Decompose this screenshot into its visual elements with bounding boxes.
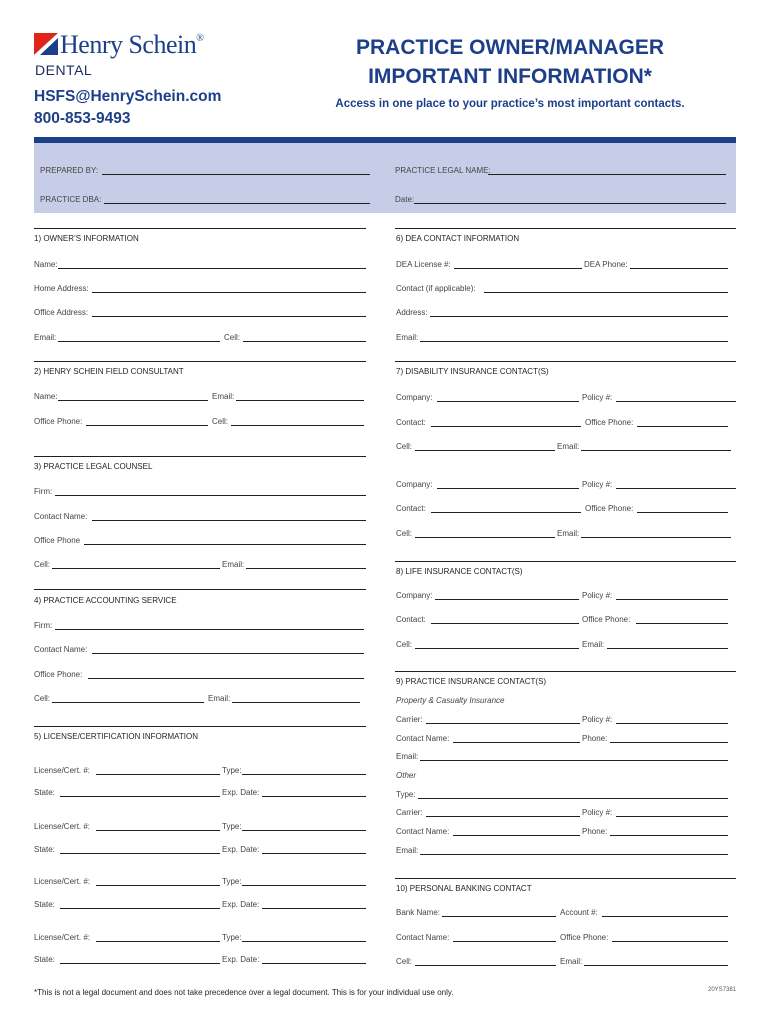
disability-contact-2-label: Contact: xyxy=(396,504,426,513)
banking-cell-label: Cell: xyxy=(396,957,413,966)
counsel-rule xyxy=(34,456,366,457)
license-2-label: License/Cert. #: xyxy=(34,822,91,831)
dba-field[interactable] xyxy=(104,203,370,204)
life-company-label: Company: xyxy=(396,591,433,600)
insurance-policy-2-label: Policy #: xyxy=(582,808,613,817)
disability-email-1-field[interactable] xyxy=(581,450,731,451)
page-title-line1: PRACTICE OWNER/MANAGER xyxy=(356,36,664,59)
accounting-cell-label: Cell: xyxy=(34,694,51,703)
disability-contact-2-field[interactable] xyxy=(431,512,581,513)
consultant-name-field[interactable] xyxy=(58,400,208,401)
license-3-field[interactable] xyxy=(96,885,220,886)
dea-address-field[interactable] xyxy=(430,316,728,317)
license-1-type-field[interactable] xyxy=(242,774,366,775)
accounting-office-label: Office Phone: xyxy=(34,670,83,679)
disability-policy-1-field[interactable] xyxy=(616,401,736,402)
disability-contact-1-field[interactable] xyxy=(431,426,581,427)
license-1-exp-label: Exp. Date: xyxy=(222,788,260,797)
owner-cell-label: Cell: xyxy=(224,333,241,342)
life-office-field[interactable] xyxy=(636,623,728,624)
owner-home-label: Home Address: xyxy=(34,284,89,293)
henry-schein-flag-icon xyxy=(34,33,58,55)
page-title-line2: IMPORTANT INFORMATION* xyxy=(368,65,652,88)
counsel-email-field[interactable] xyxy=(246,568,366,569)
disability-office-1-field[interactable] xyxy=(637,426,728,427)
insurance-carrier-1-field[interactable] xyxy=(426,723,580,724)
insurance-policy-1-field[interactable] xyxy=(616,723,728,724)
disability-email-2-field[interactable] xyxy=(581,537,731,538)
contact-phone: 800-853-9493 xyxy=(34,110,131,127)
accounting-title: 4) PRACTICE ACCOUNTING SERVICE xyxy=(34,596,177,605)
brand-logo: Henry Schein® xyxy=(60,30,204,59)
dea-email-field[interactable] xyxy=(420,341,728,342)
insurance-contact-2-field[interactable] xyxy=(453,835,580,836)
license-4-exp-label: Exp. Date: xyxy=(222,955,260,964)
life-office-label: Office Phone: xyxy=(582,615,631,624)
counsel-cell-field[interactable] xyxy=(52,568,220,569)
banking-office-label: Office Phone: xyxy=(560,933,609,942)
license-4-state-label: State: xyxy=(34,955,55,964)
life-policy-label: Policy #: xyxy=(582,591,613,600)
license-rule xyxy=(34,726,366,727)
disability-policy-2-field[interactable] xyxy=(616,488,736,489)
accounting-contact-field[interactable] xyxy=(92,653,364,654)
license-3-exp-label: Exp. Date: xyxy=(222,900,260,909)
banking-account-label: Account #: xyxy=(560,908,598,917)
accounting-cell-field[interactable] xyxy=(52,702,204,703)
consultant-office-label: Office Phone: xyxy=(34,417,83,426)
counsel-office-label: Office Phone xyxy=(34,536,81,545)
dea-contact-label: Contact (if applicable): xyxy=(396,284,476,293)
life-contact-label: Contact: xyxy=(396,615,426,624)
form-code: 20YS7381 xyxy=(708,987,737,993)
life-email-field[interactable] xyxy=(607,648,728,649)
counsel-contact-field[interactable] xyxy=(92,520,366,521)
counsel-email-label: Email: xyxy=(222,560,245,569)
counsel-firm-label: Firm: xyxy=(34,487,53,496)
insurance-type-label: Type: xyxy=(396,790,416,799)
disability-cell-2-field[interactable] xyxy=(415,537,555,538)
insurance-policy-2-field[interactable] xyxy=(616,816,728,817)
license-4-state-field[interactable] xyxy=(60,963,220,964)
disability-company-2-field[interactable] xyxy=(437,488,579,489)
accounting-rule xyxy=(34,589,366,590)
license-3-type-field[interactable] xyxy=(242,885,366,886)
banking-cell-field[interactable] xyxy=(415,965,556,966)
license-title: 5) LICENSE/CERTIFICATION INFORMATION xyxy=(34,732,199,741)
insurance-title: 9) PRACTICE INSURANCE CONTACT(S) xyxy=(396,677,547,686)
brand-division: DENTAL xyxy=(35,62,93,78)
insurance-carrier-2-label: Carrier: xyxy=(396,808,423,817)
banking-email-field[interactable] xyxy=(584,965,728,966)
dea-phone-label: DEA Phone: xyxy=(584,260,628,269)
owner-name-label: Name: xyxy=(34,260,58,269)
footnote: *This is not a legal document and does not take precedence over a legal document. This is for your individual use only. xyxy=(34,988,454,997)
life-rule xyxy=(395,561,736,562)
dea-email-label: Email: xyxy=(396,333,419,342)
license-1-label: License/Cert. #: xyxy=(34,766,91,775)
insurance-phone-2-label: Phone: xyxy=(582,827,608,836)
disability-company-2-label: Company: xyxy=(396,480,433,489)
dea-title: 6) DEA CONTACT INFORMATION xyxy=(396,234,520,243)
life-cell-field[interactable] xyxy=(415,648,579,649)
dea-license-field[interactable] xyxy=(454,268,582,269)
insurance-other-heading: Other xyxy=(396,771,417,780)
disability-contact-1-label: Contact: xyxy=(396,418,426,427)
disability-office-2-label: Office Phone: xyxy=(585,504,634,513)
counsel-cell-label: Cell: xyxy=(34,560,51,569)
owner-office-field[interactable] xyxy=(92,316,366,317)
counsel-office-field[interactable] xyxy=(84,544,366,545)
banking-title: 10) PERSONAL BANKING CONTACT xyxy=(396,884,532,893)
life-company-field[interactable] xyxy=(435,599,579,600)
prepared-by-field[interactable] xyxy=(102,174,370,175)
insurance-policy-1-label: Policy #: xyxy=(582,715,613,724)
dea-phone-field[interactable] xyxy=(630,268,728,269)
disability-title: 7) DISABILITY INSURANCE CONTACT(S) xyxy=(396,367,549,376)
disability-email-2-label: Email: xyxy=(557,529,580,538)
license-3-state-field[interactable] xyxy=(60,908,220,909)
insurance-carrier-1-label: Carrier: xyxy=(396,715,423,724)
insurance-email-1-label: Email: xyxy=(396,752,419,761)
counsel-firm-field[interactable] xyxy=(55,495,366,496)
insurance-contact-1-label: Contact Name: xyxy=(396,734,450,743)
date-label: Date: xyxy=(395,195,415,204)
owner-office-label: Office Address: xyxy=(34,308,89,317)
license-2-exp-label: Exp. Date: xyxy=(222,845,260,854)
license-3-exp-field[interactable] xyxy=(262,908,366,909)
insurance-carrier-2-field[interactable] xyxy=(426,816,580,817)
disability-policy-2-label: Policy #: xyxy=(582,480,613,489)
dea-contact-field[interactable] xyxy=(484,292,728,293)
legal-name-field[interactable] xyxy=(488,174,726,175)
insurance-contact-1-field[interactable] xyxy=(453,742,580,743)
license-1-state-label: State: xyxy=(34,788,55,797)
consultant-office-field[interactable] xyxy=(86,425,208,426)
consultant-email-label: Email: xyxy=(212,392,235,401)
license-4-type-field[interactable] xyxy=(242,941,366,942)
life-policy-field[interactable] xyxy=(616,599,728,600)
accounting-email-field[interactable] xyxy=(232,702,360,703)
license-1-exp-field[interactable] xyxy=(262,796,366,797)
insurance-rule xyxy=(395,671,736,672)
license-2-state-label: State: xyxy=(34,845,55,854)
consultant-title: 2) HENRY SCHEIN FIELD CONSULTANT xyxy=(34,367,184,376)
license-2-type-field[interactable] xyxy=(242,830,366,831)
owner-email-field[interactable] xyxy=(58,341,220,342)
date-field[interactable] xyxy=(414,203,726,204)
license-2-exp-field[interactable] xyxy=(262,853,366,854)
license-2-type-label: Type: xyxy=(222,822,242,831)
insurance-type-field[interactable] xyxy=(418,798,728,799)
banking-office-field[interactable] xyxy=(612,941,728,942)
banking-contact-field[interactable] xyxy=(453,941,556,942)
disability-cell-1-label: Cell: xyxy=(396,442,413,451)
dea-address-label: Address: xyxy=(396,308,428,317)
insurance-contact-2-label: Contact Name: xyxy=(396,827,450,836)
banking-contact-label: Contact Name: xyxy=(396,933,450,942)
page-subtitle: Access in one place to your practice’s most important contacts. xyxy=(335,98,685,110)
insurance-email-2-field[interactable] xyxy=(420,854,728,855)
banking-rule xyxy=(395,878,736,879)
owner-home-field[interactable] xyxy=(92,292,366,293)
dba-label: PRACTICE DBA: xyxy=(40,195,102,204)
accounting-contact-label: Contact Name: xyxy=(34,645,88,654)
life-email-label: Email: xyxy=(582,640,605,649)
contact-email: HSFS@HenrySchein.com xyxy=(34,88,222,105)
consultant-name-label: Name: xyxy=(34,392,58,401)
license-2-field[interactable] xyxy=(96,830,220,831)
license-2-state-field[interactable] xyxy=(60,853,220,854)
disability-policy-1-label: Policy #: xyxy=(582,393,613,402)
disability-rule xyxy=(395,361,736,362)
accounting-email-label: Email: xyxy=(208,694,231,703)
insurance-pc-heading: Property & Casualty Insurance xyxy=(396,696,505,705)
disability-office-2-field[interactable] xyxy=(637,512,728,513)
license-4-label: License/Cert. #: xyxy=(34,933,91,942)
banking-bank-label: Bank Name: xyxy=(396,908,441,917)
owner-email-label: Email: xyxy=(34,333,57,342)
prepared-by-label: PREPARED BY: xyxy=(40,166,99,175)
disability-cell-2-label: Cell: xyxy=(396,529,413,538)
owner-name-field[interactable] xyxy=(58,268,366,269)
license-3-state-label: State: xyxy=(34,900,55,909)
banking-account-field[interactable] xyxy=(602,916,728,917)
license-4-field[interactable] xyxy=(96,941,220,942)
license-4-type-label: Type: xyxy=(222,933,242,942)
counsel-title: 3) PRACTICE LEGAL COUNSEL xyxy=(34,462,153,471)
life-contact-field[interactable] xyxy=(431,623,579,624)
accounting-office-field[interactable] xyxy=(88,678,364,679)
counsel-contact-label: Contact Name: xyxy=(34,512,88,521)
license-3-label: License/Cert. #: xyxy=(34,877,91,886)
consultant-cell-field[interactable] xyxy=(231,425,364,426)
license-3-type-label: Type: xyxy=(222,877,242,886)
banking-email-label: Email: xyxy=(560,957,583,966)
consultant-email-field[interactable] xyxy=(236,400,364,401)
consultant-rule xyxy=(34,361,366,362)
owner-cell-field[interactable] xyxy=(243,341,366,342)
accounting-firm-field[interactable] xyxy=(55,629,364,630)
insurance-phone-2-field[interactable] xyxy=(610,835,728,836)
life-cell-label: Cell: xyxy=(396,640,413,649)
disability-office-1-label: Office Phone: xyxy=(585,418,634,427)
owner-rule xyxy=(34,228,366,229)
disability-email-1-label: Email: xyxy=(557,442,580,451)
insurance-phone-1-label: Phone: xyxy=(582,734,608,743)
license-1-type-label: Type: xyxy=(222,766,242,775)
disability-company-1-field[interactable] xyxy=(437,401,579,402)
license-1-field[interactable] xyxy=(96,774,220,775)
insurance-phone-1-field[interactable] xyxy=(610,742,728,743)
dea-license-label: DEA License #: xyxy=(396,260,451,269)
insurance-email-1-field[interactable] xyxy=(420,760,728,761)
license-1-state-field[interactable] xyxy=(60,796,220,797)
disability-cell-1-field[interactable] xyxy=(415,450,555,451)
disability-company-1-label: Company: xyxy=(396,393,433,402)
banking-bank-field[interactable] xyxy=(442,916,556,917)
consultant-cell-label: Cell: xyxy=(212,417,229,426)
life-title: 8) LIFE INSURANCE CONTACT(S) xyxy=(396,567,523,576)
owner-title: 1) OWNER’S INFORMATION xyxy=(34,234,139,243)
legal-name-label: PRACTICE LEGAL NAME: xyxy=(395,166,491,175)
license-4-exp-field[interactable] xyxy=(262,963,366,964)
accounting-firm-label: Firm: xyxy=(34,621,53,630)
insurance-email-2-label: Email: xyxy=(396,846,419,855)
dea-rule xyxy=(395,228,736,229)
